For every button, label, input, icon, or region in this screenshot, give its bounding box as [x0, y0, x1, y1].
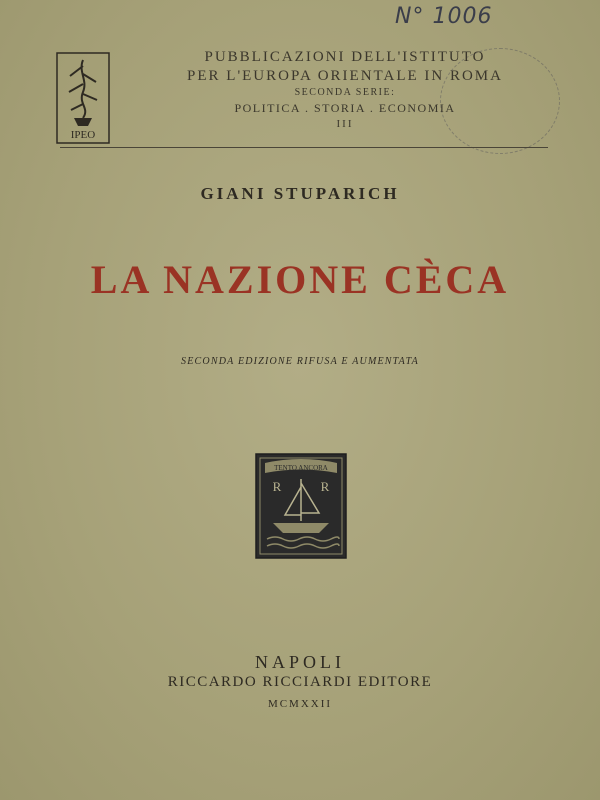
series-line-1: PUBBLICAZIONI DELL'ISTITUTO [204, 49, 486, 65]
series-line-2: PER L'EUROPA ORIENTALE IN ROMA [187, 68, 503, 84]
imprint-publisher: RICCARDO RICCIARDI EDITORE [167, 674, 433, 690]
handwritten-catalog-number: N° 1006 [395, 4, 493, 29]
emblem-letter-left: R [272, 479, 282, 494]
book-title: LA NAZIONE CÈCA [90, 257, 510, 302]
series-line-3: SECONDA SERIE: [294, 87, 396, 98]
imprint-city: NAPOLI [255, 652, 345, 672]
series-header [125, 48, 565, 132]
emblem-motto: TENTO ANCORA [274, 464, 328, 472]
logo-text: IPEO [70, 129, 96, 141]
series-line-4: POLITICA . STORIA . ECONOMIA [234, 101, 456, 115]
series-volume: III [336, 118, 354, 130]
divider-rule [60, 147, 548, 148]
emblem-letter-right: R [320, 479, 330, 494]
institute-logo-icon [56, 52, 110, 144]
edition-note: SECONDA EDIZIONE RIFUSA E AUMENTATA [181, 356, 419, 367]
author-name: GIANI STUPARICH [200, 184, 400, 203]
publisher-emblem-icon [255, 453, 347, 559]
imprint-year: MCMXXII [267, 698, 333, 710]
